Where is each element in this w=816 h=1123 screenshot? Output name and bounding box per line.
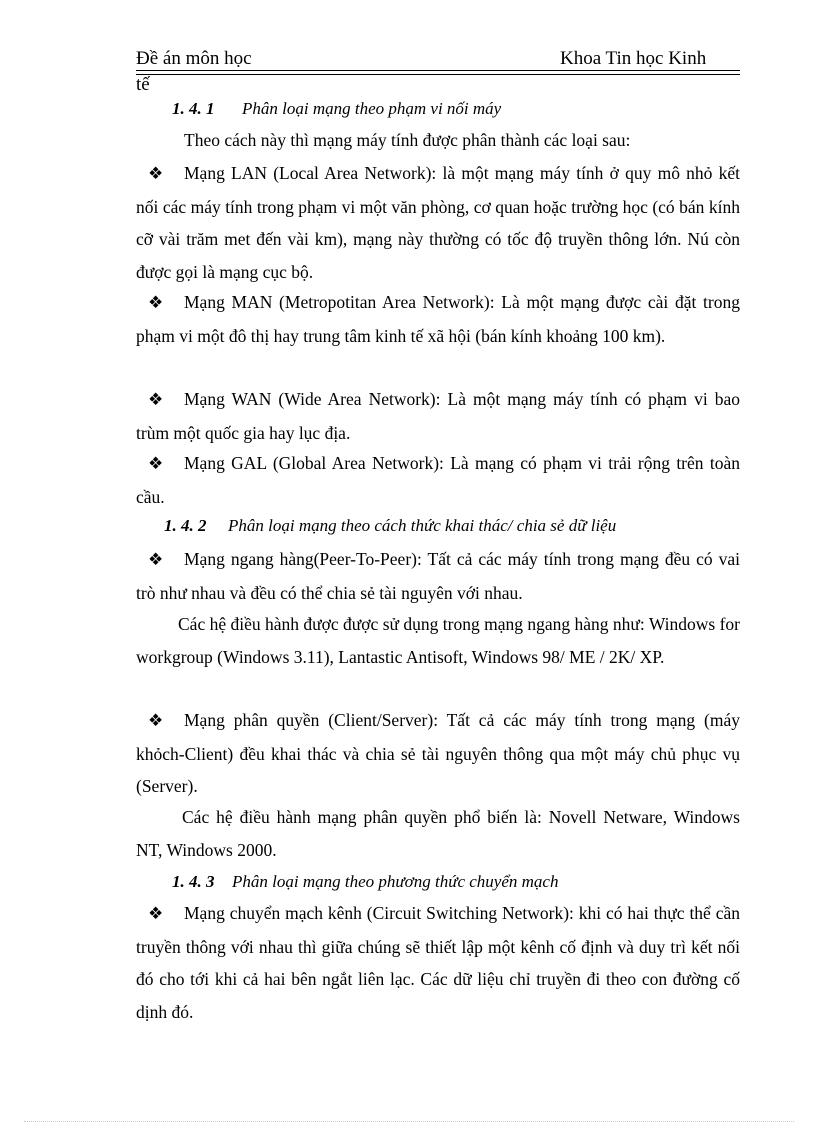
- bullet-paragraph-wan: [136, 383, 740, 449]
- section-number: 1. 4. 3: [172, 872, 215, 891]
- paragraph-text: Mạng ngang hàng(Peer-To-Peer): Tất cả các máy tính trong mạng đều có vai trò như nhau và đều có thể chia sẻ tài nguyên với nhau.: [136, 549, 740, 603]
- header-continuation: tế: [136, 74, 150, 95]
- paragraph-text: Mạng WAN (Wide Area Network): Là một mạng máy tính có phạm vi bao trùm một quốc gia hay lục địa.: [136, 389, 740, 443]
- diamond-bullet-icon: ❖: [148, 711, 164, 730]
- paragraph-text: Mạng phân quyền (Client/Server): Tất cả các máy tính trong mạng (máy khỏch-Client) đều khai thác và chia sẻ tài nguyên thông qua một máy chủ phục vụ (Server).: [136, 710, 740, 796]
- bullet-paragraph-client-server: [136, 704, 740, 803]
- diamond-bullet-icon: ❖: [148, 550, 164, 569]
- diamond-bullet-icon: ❖: [148, 293, 164, 312]
- section-heading-1-4-1: [172, 99, 501, 119]
- diamond-bullet-icon: ❖: [148, 390, 164, 409]
- header-rule: [136, 70, 740, 71]
- diamond-bullet-icon: ❖: [148, 164, 164, 183]
- bullet-paragraph-peer: [136, 543, 740, 609]
- section-number: 1. 4. 2: [164, 516, 207, 535]
- section-title: Phân loại mạng theo cách thức khai thác/ chia sẻ dữ liệu: [228, 516, 617, 535]
- page-header: [136, 48, 740, 74]
- paragraph: Các hệ điều hành mạng phân quyền phổ biến là: Novell Netware, Windows NT, Windows 2000.: [136, 807, 740, 860]
- bullet-paragraph-man: [136, 286, 740, 352]
- section-number: 1. 4. 1: [172, 99, 215, 118]
- header-rule-double: [136, 74, 740, 75]
- bullet-paragraph-gal: [136, 447, 740, 513]
- bullet-paragraph-lan: [136, 157, 740, 288]
- section-title: Phân loại mạng theo phương thức chuyển mạch: [232, 872, 559, 891]
- page-bottom-border: [24, 1121, 794, 1122]
- paragraph-text: Mạng chuyển mạch kênh (Circuit Switching Network): khi có hai thực thể cần truyền thông với nhau thì giữa chúng sẽ thiết lập một kênh cố định và duy trì kết nối đó cho tới khi cả hai bên ngắt liên lạc. Các dữ liệu chỉ truyền đi theo con đường cố dịnh đó.: [136, 903, 740, 1022]
- paragraph-text: Mạng GAL (Global Area Network): Là mạng có phạm vi trải rộng trên toàn cầu.: [136, 453, 740, 507]
- bullet-paragraph-circuit: [136, 897, 740, 1028]
- diamond-bullet-icon: ❖: [148, 454, 164, 473]
- paragraph: Các hệ điều hành được được sử dụng trong mạng ngang hàng như: Windows for workgroup (Windows 3.11), Lantastic Antisoft, Windows 98/ ME / 2K/ XP.: [136, 614, 740, 667]
- section-title: Phân loại mạng theo phạm vi nối máy: [242, 99, 502, 118]
- paragraph-text: Mạng LAN (Local Area Network): là một mạng máy tính ở quy mô nhỏ kết nối các máy tính trong phạm vi một văn phòng, cơ quan hoặc trường học (có bán kính cỡ vài trăm met đến vài km), mạng này thường có tốc độ truyền thông lớn. Nú còn được gọi là mạng cục bộ.: [136, 163, 740, 282]
- section-heading-1-4-2: [164, 516, 616, 536]
- paragraph: Theo cách này thì mạng máy tính được phân thành các loại sau:: [184, 130, 631, 150]
- section-heading-1-4-3: [172, 872, 558, 892]
- paragraph-text: Mạng MAN (Metropotitan Area Network): Là một mạng được cài đặt trong phạm vi một đô thị hay trung tâm kinh tế xã hội (bán kính khoảng 100 km).: [136, 292, 740, 346]
- diamond-bullet-icon: ❖: [148, 904, 164, 923]
- header-right-text: Khoa Tin học Kinh: [560, 48, 707, 69]
- header-left-text: Đề án môn học: [136, 48, 252, 69]
